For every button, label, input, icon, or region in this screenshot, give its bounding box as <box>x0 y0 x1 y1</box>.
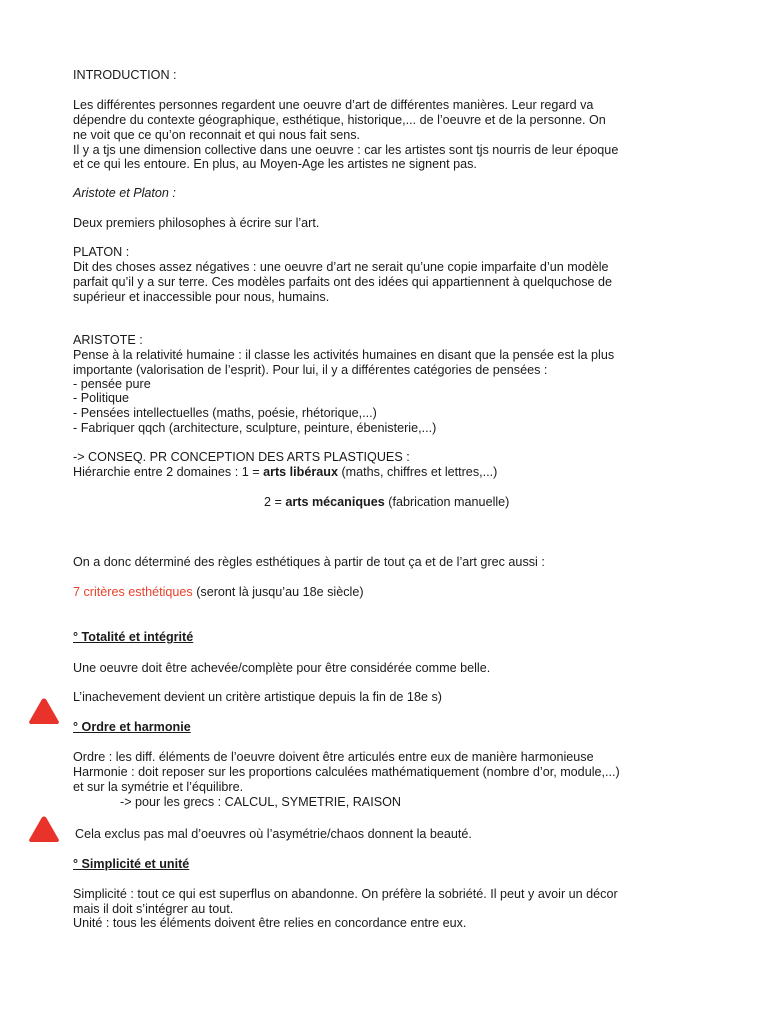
regles-text: On a donc déterminé des règles esthétiques à partir de tout ça et de l’art grec aussi : <box>73 555 545 569</box>
criteres-line <box>73 585 364 600</box>
warning-triangle-icon <box>28 697 60 725</box>
ordre-line: et sur la symétrie et l’équilibre. <box>73 780 244 794</box>
aristote-list-item: - Pensées intellectuelles (maths, poésie, rhétorique,...) <box>73 406 377 420</box>
aristote-list-item: - Fabriquer qqch (architecture, sculpture, peinture, ébenisterie,...) <box>73 421 437 435</box>
ordre-line: Ordre : les diff. éléments de l’oeuvre doivent être articulés entre eux de manière harmonieuse <box>73 750 594 764</box>
intro-line: ne voit que ce qu’on reconnait et qui nous fait sens. <box>73 128 361 142</box>
platon-line: Dit des choses assez négatives : une oeuvre d’art ne serait qu’une copie imparfaite d’un modèle <box>73 260 609 274</box>
ordre-line: Harmonie : doit reposer sur les proportions calculées mathématiquement (nombre d’or, module,...) <box>73 765 620 779</box>
aristote-heading: ARISTOTE : <box>73 333 143 347</box>
intro-line: Il y a tjs une dimension collective dans une oeuvre : car les artistes sont tjs nourris de leur époque <box>73 143 619 157</box>
conseq-line-2 <box>264 495 509 510</box>
aristote-line: Pense à la relativité humaine : il classe les activités humaines en disant que la pensée est la plus <box>73 348 615 362</box>
intro-line: et ce qui les entoure. En plus, au Moyen-Age les artistes ne signent pas. <box>73 157 477 171</box>
platon-line: supérieur et inaccessible pour nous, humains. <box>73 290 330 304</box>
arts-mecaniques: arts mécaniques <box>285 495 385 509</box>
conseq-line-1-prefix: Hiérarchie entre 2 domaines : 1 = <box>73 465 264 479</box>
intro-line: dépendre du contexte géographique, esthétique, historique,... de l’oeuvre et de la personne. On <box>73 113 606 127</box>
simplicite-heading: ° Simplicité et unité <box>73 857 190 871</box>
platon-heading: PLATON : <box>73 245 130 259</box>
aristote-list-item: - pensée pure <box>73 377 151 391</box>
simplicite-line: mais il doit s’intégrer au tout. <box>73 902 234 916</box>
conseq-line-2-suffix: (fabrication manuelle) <box>384 495 510 509</box>
conseq-heading: -> CONSEQ. PR CONCEPTION DES ARTS PLASTIQUES : <box>73 450 410 464</box>
warning-triangle-icon <box>28 815 60 843</box>
ordre-note: Cela exclus pas mal d’oeuvres où l’asymétrie/chaos donnent la beauté. <box>75 827 472 841</box>
aristote-line: importante (valorisation de l’esprit). Pour lui, il y a différentes catégories de pensées : <box>73 363 548 377</box>
conseq-line-1-suffix: (maths, chiffres et lettres,...) <box>337 465 498 479</box>
criteres-rest: (seront là jusqu’au 18e siècle) <box>192 585 364 599</box>
ordre-heading: ° Ordre et harmonie <box>73 720 191 734</box>
aristote-platon-text: Deux premiers philosophes à écrire sur l’art. <box>73 216 320 230</box>
intro-line: Les différentes personnes regardent une oeuvre d’art de différentes manières. Leur regard va <box>73 98 594 112</box>
criteres-highlight: 7 critères esthétiques <box>73 585 193 599</box>
totalite-text: Une oeuvre doit être achevée/complète pour être considérée comme belle. <box>73 661 491 675</box>
totalite-heading: ° Totalité et intégrité <box>73 630 194 644</box>
conseq-line-1 <box>73 465 497 480</box>
simplicite-line: Simplicité : tout ce qui est superflus on abandonne. On préfère la sobriété. Il peut y avoir un décor <box>73 887 618 901</box>
conseq-line-2-prefix: 2 = <box>264 495 286 509</box>
aristote-platon-heading: Aristote et Platon : <box>73 186 176 200</box>
simplicite-line: Unité : tous les éléments doivent être relies en concordance entre eux. <box>73 916 467 930</box>
aristote-list-item: - Politique <box>73 391 130 405</box>
intro-heading: INTRODUCTION : <box>73 68 177 82</box>
grecs-line: -> pour les grecs : CALCUL, SYMETRIE, RAISON <box>120 795 401 809</box>
arts-liberaux: arts libéraux <box>263 465 338 479</box>
platon-line: parfait qu’il y a sur terre. Ces modèles parfaits ont des idées qui appartiennent à quelquchose de <box>73 275 613 289</box>
totalite-text: L’inachevement devient un critère artistique depuis la fin de 18e s) <box>73 690 442 704</box>
